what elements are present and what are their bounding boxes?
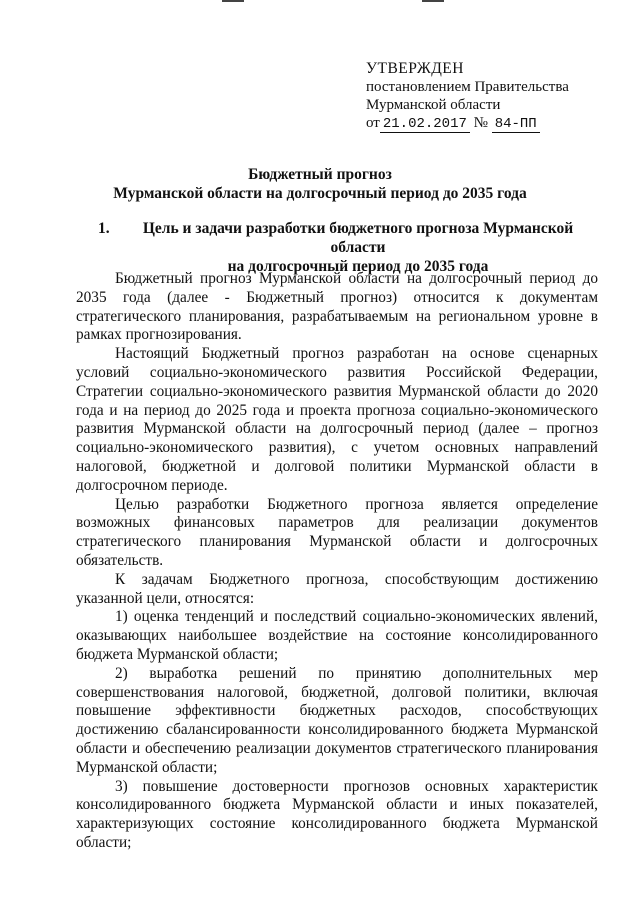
- paragraph: К задачам Бюджетного прогноза, способствующим достижению указанной цели, относятся:: [76, 570, 598, 607]
- approval-heading: УТВЕРЖДЕН: [366, 60, 464, 77]
- body-text: [76, 270, 598, 853]
- list-item: 2) выработка решений по принятию дополнительных мер совершенствования налоговой, бюджетной, долговой политики, включая повышение эффективности бюджетных расходов, способствующих достижению сбалансированности консолидированного бюджета Мурманской области и обеспечению реализации документов стратегического планирования Мурманской области;: [76, 664, 598, 776]
- approval-line-1: постановлением Правительства: [366, 79, 569, 95]
- approval-line-2: Мурманской области: [366, 97, 501, 113]
- section-heading: [98, 219, 598, 276]
- section-title-line-1: Цель и задачи разработки бюджетного прогноза Мурманской области: [142, 220, 574, 256]
- approval-date-line: [366, 114, 606, 133]
- approval-block: [366, 60, 606, 133]
- from-label: от: [366, 115, 380, 131]
- approval-number: 84-ПП: [492, 116, 540, 133]
- number-label: №: [473, 115, 488, 131]
- section-number: 1.: [98, 220, 110, 237]
- approval-date: 21.02.2017: [380, 116, 470, 133]
- list-item: 1) оценка тенденций и последствий социально-экономических явлений, оказывающих наибольшее воздействие на состояние консолидированного бюджета Мурманской области;: [76, 608, 598, 663]
- title-line-1: Бюджетный прогноз: [248, 166, 392, 183]
- section-title-line-2: на долгосрочный период до 2035 года: [227, 258, 489, 275]
- document-title: [0, 165, 640, 203]
- title-line-2: Мурманской области на долгосрочный период до 2035 года: [113, 185, 527, 202]
- paragraph: Целью разработки Бюджетного прогноза является определение возможных финансовых параметров для реализации документов стратегического планирования Мурманской области и долгосрочных обязательств.: [76, 495, 598, 569]
- paragraph: Настоящий Бюджетный прогноз разработан на основе сценарных условий социально-экономического развития Российской Федерации, Стратегии социально-экономического развития Мурманской области до 2020 года и на период до 2025 года и проекта прогноза социально-экономического развития Мурманской области на долгосрочный период (далее – прогноз социально-экономического развития), с учетом основных направлений налоговой, бюджетной и долговой политики Мурманской области в долгосрочном периоде.: [76, 345, 598, 494]
- paragraph: Бюджетный прогноз Мурманской области на долгосрочный период до 2035 года (далее - Бюджетный прогноз) относится к документам стратегического планирования, разрабатываемым на региональном уровне в рамках прогнозирования.: [76, 270, 598, 344]
- list-item: 3) повышение достоверности прогнозов основных характеристик консолидированного бюджета Мурманской области и иных показателей, характеризующих состояние консолидированного бюджета Мурманской области;: [76, 777, 598, 851]
